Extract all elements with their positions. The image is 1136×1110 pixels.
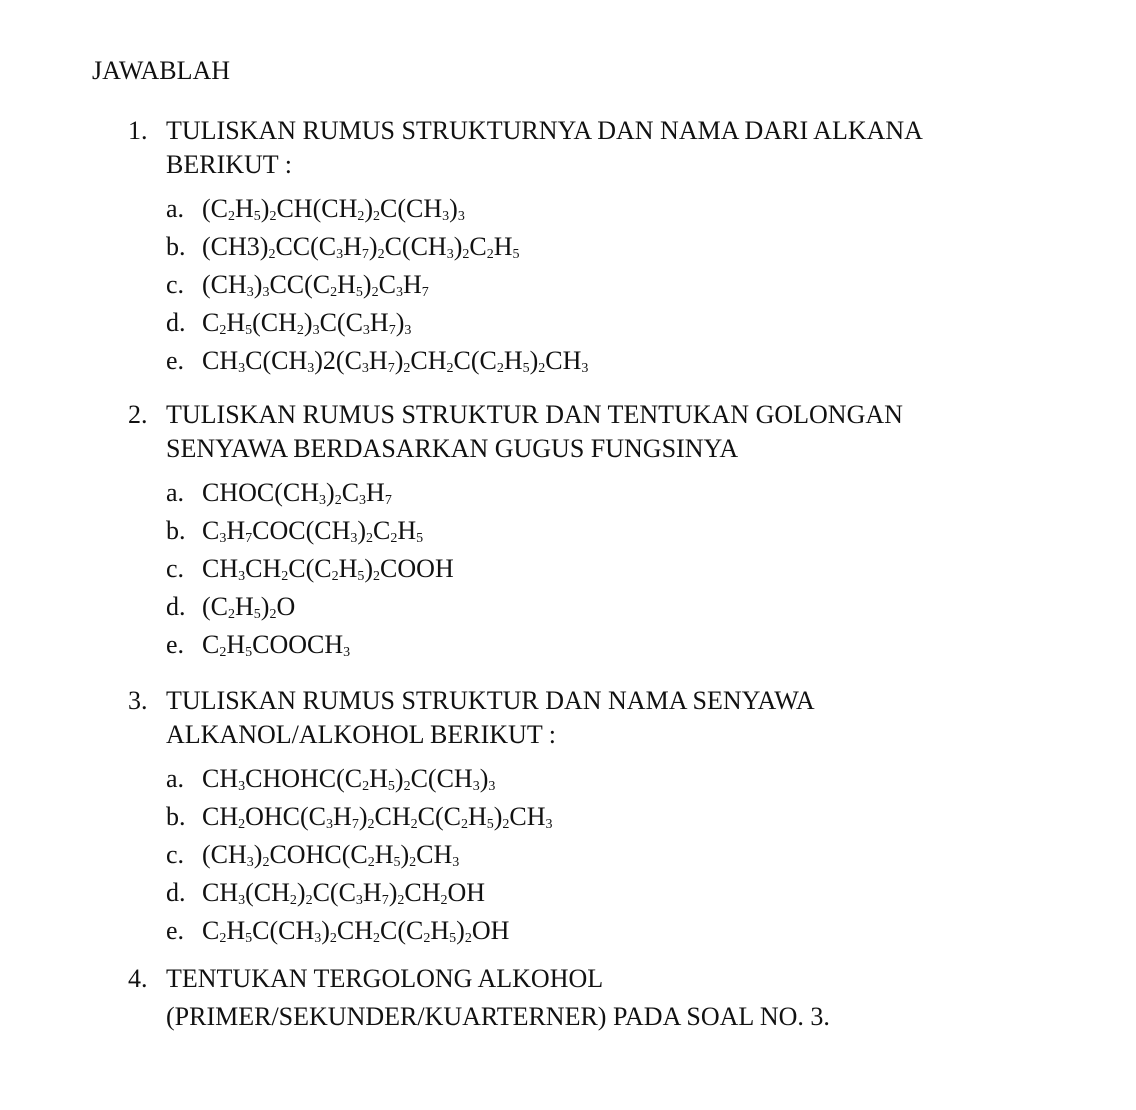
option-list <box>166 474 1066 664</box>
question-line: SENYAWA BERDASARKAN GUGUS FUNGSINYA <box>166 434 739 463</box>
option-letter: c. <box>166 840 185 869</box>
option-letter: b. <box>166 232 186 261</box>
question-1 <box>128 114 1066 380</box>
chemical-formula: $C_2H_5(CH_2)_3C(C_3H_7)_3$ <box>202 308 412 338</box>
chemical-formula: $C_2H_5COOCH_3$ <box>202 630 351 660</box>
option-list <box>166 190 1066 380</box>
option-list <box>166 760 1066 950</box>
option-item <box>166 798 1066 836</box>
option-item <box>166 190 1066 228</box>
chemical-formula: $(C_2H_5)_2CH(CH_2)_2C(CH_3)_3$ <box>202 194 465 224</box>
option-item <box>166 588 1066 626</box>
question-line: TENTUKAN TERGOLONG ALKOHOL <box>166 964 604 993</box>
option-letter: d. <box>166 308 186 337</box>
option-item <box>166 760 1066 798</box>
question-line: ALKANOL/ALKOHOL BERIKUT : <box>166 720 556 749</box>
question-line: TULISKAN RUMUS STRUKTURNYA DAN NAMA DARI ALKANA <box>166 116 923 145</box>
option-item <box>166 512 1066 550</box>
option-letter: a. <box>166 478 185 507</box>
option-item <box>166 228 1066 266</box>
option-item <box>166 912 1066 950</box>
question-4 <box>128 960 1066 1036</box>
question-3 <box>128 684 1066 950</box>
chemical-formula: $CH_3C(CH_3)2(C_3H_7)_2CH_2C(C_2H_5)_2CH_3$ <box>202 346 589 376</box>
option-letter: d. <box>166 878 186 907</box>
option-letter: c. <box>166 554 185 583</box>
question-text <box>166 684 1066 752</box>
option-letter: e. <box>166 630 185 659</box>
question-text <box>166 960 1066 1036</box>
option-letter: a. <box>166 764 185 793</box>
question-number: 3. <box>128 686 148 715</box>
question-text <box>166 398 1066 466</box>
chemical-formula: $(CH_3)_3CC(C_2H_5)_2C_3H_7$ <box>202 270 429 300</box>
question-text <box>166 114 1066 182</box>
chemical-formula: $CH_3CHOHC(C_2H_5)_2C(CH_3)_3$ <box>202 764 496 794</box>
chemical-formula: $C_3H_7COC(CH_3)_2C_2H_5$ <box>202 516 424 546</box>
question-line: (PRIMER/SEKUNDER/KUARTERNER) PADA SOAL NO. 3. <box>166 1002 830 1031</box>
chemical-formula: $C_2H_5C(CH_3)_2CH_2C(C_2H_5)_2OH$ <box>202 916 510 946</box>
chemical-formula: $(C_2H_5)_2O$ <box>202 592 296 622</box>
option-item <box>166 266 1066 304</box>
option-item <box>166 550 1066 588</box>
option-letter: b. <box>166 802 186 831</box>
question-line: TULISKAN RUMUS STRUKTUR DAN NAMA SENYAWA <box>166 686 815 715</box>
option-letter: d. <box>166 592 186 621</box>
question-line: BERIKUT : <box>166 150 292 179</box>
question-number: 4. <box>128 964 148 993</box>
option-item <box>166 342 1066 380</box>
option-item <box>166 304 1066 342</box>
page-title: JAWABLAH <box>92 56 231 85</box>
option-item <box>166 836 1066 874</box>
question-number: 2. <box>128 400 148 429</box>
option-letter: b. <box>166 516 186 545</box>
option-letter: c. <box>166 270 185 299</box>
chemical-formula: $(CH3)_2CC(C_3H_7)_2C(CH_3)_2C_2H_5$ <box>202 232 520 262</box>
option-letter: e. <box>166 916 185 945</box>
chemical-formula: $CHOC(CH_3)_2C_3H_7$ <box>202 478 392 508</box>
option-item <box>166 874 1066 912</box>
chemical-formula: $(CH_3)_2COHC(C_2H_5)_2CH_3$ <box>202 840 460 870</box>
question-number: 1. <box>128 116 148 145</box>
chemical-formula: $CH_3CH_2C(C_2H_5)_2COOH$ <box>202 554 454 584</box>
option-item <box>166 626 1066 664</box>
option-letter: a. <box>166 194 185 223</box>
option-letter: e. <box>166 346 185 375</box>
option-item <box>166 474 1066 512</box>
chemical-formula: $CH_3(CH_2)_2C(C_3H_7)_2CH_2OH$ <box>202 878 486 908</box>
chemical-formula: $CH_2OHC(C_3H_7)_2CH_2C(C_2H_5)_2CH_3$ <box>202 802 553 832</box>
question-line: TULISKAN RUMUS STRUKTUR DAN TENTUKAN GOLONGAN <box>166 400 903 429</box>
question-2 <box>128 398 1066 664</box>
